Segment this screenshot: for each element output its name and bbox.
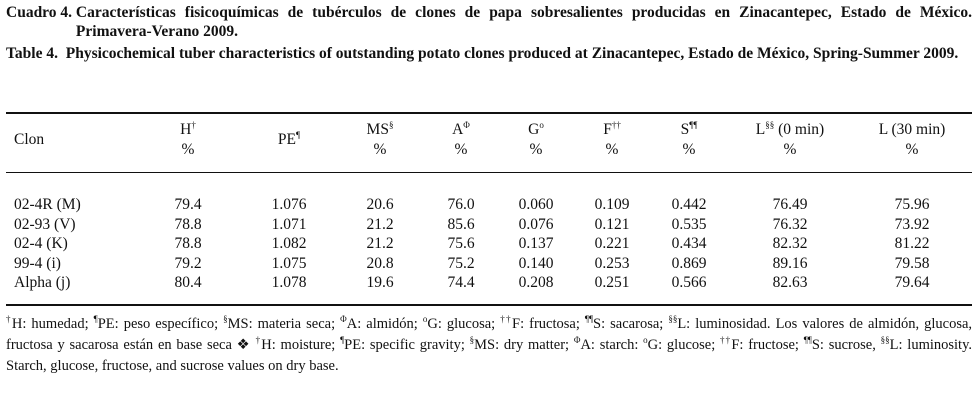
value-cell: 85.6: [447, 215, 475, 233]
footnote-marker: Φ: [340, 314, 347, 324]
table-header-row: [6, 120, 972, 168]
value-cell: 20.8: [366, 254, 394, 272]
value-cell: 0.566: [671, 274, 707, 291]
value-cell: 79.2: [174, 254, 202, 272]
value-cell: 0.121: [594, 215, 630, 233]
column-unit: %: [605, 141, 619, 158]
footnote-text: PE: specific gravity;: [344, 337, 470, 353]
caption-text: Physicochemical tuber characteristics of outstanding potato clones produced at Zinacantepec, Estado de México, Spring-Summer 2009.: [65, 45, 959, 62]
footnote-text: F: fructose;: [731, 337, 804, 353]
footnote-text: L: luminosity. Starch, glucose, fructose, and sucrose values on dry base.: [6, 337, 973, 374]
column-unit: %: [454, 141, 468, 158]
value-cell: 0.060: [518, 196, 554, 213]
footnote-marker: §: [388, 120, 394, 130]
value-cell: 0.137: [518, 235, 554, 252]
footnote-text: A: starch:: [580, 337, 644, 353]
value-cell: 1.071: [271, 215, 307, 233]
footnote-marker: o: [539, 120, 544, 130]
footnote-text: A: almidón;: [346, 316, 423, 332]
column-header-8: L§§ (0 min) %: [740, 120, 840, 160]
column-header-name: H: [180, 121, 192, 138]
footnote-marker: §: [469, 335, 475, 345]
value-cell: 19.6: [366, 274, 394, 291]
table-footnote: [6, 314, 972, 377]
value-cell: 0.208: [518, 274, 554, 291]
value-cell: 73.92: [894, 215, 930, 233]
value-cell: 0.434: [671, 235, 707, 252]
value-cell: 79.58: [894, 254, 930, 272]
value-cell: 75.2: [447, 254, 475, 272]
footnote-text: G: glucosa;: [427, 316, 501, 332]
value-cell: 79.4: [174, 196, 202, 213]
footnote-marker: ¶: [340, 335, 345, 345]
footnote-marker: †: [6, 314, 12, 324]
value-cell: 76.0: [447, 196, 475, 213]
value-cell: 1.076: [271, 196, 307, 213]
column-header-1: [138, 120, 238, 160]
table-header-rule: [6, 172, 972, 173]
footnote-marker: ††: [611, 120, 621, 130]
value-cell: 0.109: [594, 196, 630, 213]
footnote-marker: §§: [765, 120, 775, 130]
value-cell: 80.4: [174, 274, 202, 291]
footnote-marker: §§: [880, 335, 890, 345]
clone-name-cell: 02-4R (M): [14, 196, 81, 213]
value-cell: 0.076: [518, 215, 554, 233]
footnote-text: G: glucose;: [647, 337, 721, 353]
value-cell: 89.16: [772, 254, 808, 272]
value-cell: 76.32: [772, 215, 808, 233]
column-header-name: MS: [366, 121, 389, 138]
clone-name-cell: 02-93 (V): [14, 215, 76, 233]
footnote-marker: ††: [720, 335, 732, 345]
footnote-marker: †: [191, 120, 196, 130]
value-cell: 0.442: [671, 196, 707, 213]
caption-text: Características fisicoquímicas de tubérculos de clones de papa sobresalientes producidas en Zinacantepec, Estado de México. Primavera-Verano 2009.: [75, 4, 972, 40]
column-header-2: [239, 130, 339, 150]
column-unit: %: [783, 141, 797, 158]
value-cell: 75.96: [894, 196, 930, 213]
footnote-text: F: fructosa;: [512, 316, 585, 332]
column-unit: %: [905, 141, 919, 158]
footnote-text: H: humedad;: [11, 316, 94, 332]
footnote-marker: ¶¶: [803, 335, 812, 345]
column-unit: %: [373, 141, 387, 158]
clone-name-cell: Alpha (j): [14, 274, 71, 291]
value-cell: 81.22: [894, 235, 930, 252]
clone-name-cell: 99-4 (i): [14, 254, 61, 272]
table-caption-english: [6, 44, 972, 63]
footnote-marker: ¶¶: [689, 120, 698, 130]
column-header-name: Clon: [14, 131, 45, 148]
column-header-name: S: [680, 121, 690, 138]
footnote-marker: ††: [500, 314, 513, 324]
column-header-7: [639, 120, 739, 160]
value-cell: 76.49: [772, 196, 808, 213]
footnote-marker: ¶: [296, 130, 301, 140]
column-unit: %: [181, 141, 195, 158]
column-header-name: F: [603, 121, 612, 138]
footnote-text: S: sucrose,: [811, 337, 881, 353]
footnote-text: L: luminosidad. Los valores de almidón, glucosa, fructosa y sacarosa están en base seca ❖: [6, 316, 973, 353]
footnote-text: MS: materia seca;: [227, 316, 341, 332]
clone-name-cell: 02-4 (K): [14, 235, 68, 252]
value-cell: 78.8: [174, 215, 202, 233]
value-cell: 0.140: [518, 254, 554, 272]
value-cell: 75.6: [447, 235, 475, 252]
footnote-marker: Φ: [573, 335, 581, 345]
value-cell: 21.2: [366, 235, 394, 252]
table-bottom-rule: [6, 304, 972, 306]
value-cell: 82.32: [772, 235, 808, 252]
footnote-marker: §§: [668, 314, 678, 324]
value-cell: 1.078: [271, 274, 307, 291]
footnote-marker: o: [422, 314, 428, 324]
value-cell: 78.8: [174, 235, 202, 252]
footnote-text: PE: peso específico;: [97, 316, 224, 332]
value-cell: 1.075: [271, 254, 307, 272]
footnote-marker: Φ: [463, 120, 470, 130]
footnote-marker: ¶: [93, 314, 98, 324]
value-cell: 20.6: [366, 196, 394, 213]
footnote-text: H: moisture;: [261, 337, 341, 353]
column-header-name: L (30 min): [878, 121, 946, 138]
footnote-text: MS: dry matter;: [474, 337, 574, 353]
value-cell: 82.63: [772, 274, 808, 291]
footnote-marker: †: [255, 335, 262, 345]
table-top-rule: [6, 112, 972, 114]
value-cell: 0.869: [671, 254, 707, 272]
column-unit: %: [529, 141, 543, 158]
column-unit: %: [682, 141, 696, 158]
column-header-9: [862, 120, 962, 160]
footnote-marker: ¶¶: [584, 314, 594, 324]
column-header-name: L: [755, 121, 766, 138]
footnote-marker: o: [643, 335, 648, 345]
column-header-name: PE: [277, 131, 296, 148]
footnote-marker: §: [223, 314, 228, 324]
column-header-name: A: [452, 121, 464, 138]
table-caption-spanish: [6, 3, 972, 41]
value-cell: 21.2: [366, 215, 394, 233]
value-cell: 0.535: [671, 215, 707, 233]
caption-label: Cuadro 4.: [6, 4, 73, 21]
value-cell: 0.253: [594, 254, 630, 272]
column-header-0: [14, 130, 44, 150]
value-cell: 1.082: [271, 235, 307, 252]
value-cell: 74.4: [447, 274, 475, 291]
value-cell: 0.251: [594, 274, 630, 291]
column-header-name: G: [528, 121, 540, 138]
footnote-text: S: sacarosa;: [593, 316, 669, 332]
value-cell: 79.64: [894, 274, 930, 291]
value-cell: 0.221: [594, 235, 630, 252]
caption-label: Table 4.: [6, 45, 58, 62]
